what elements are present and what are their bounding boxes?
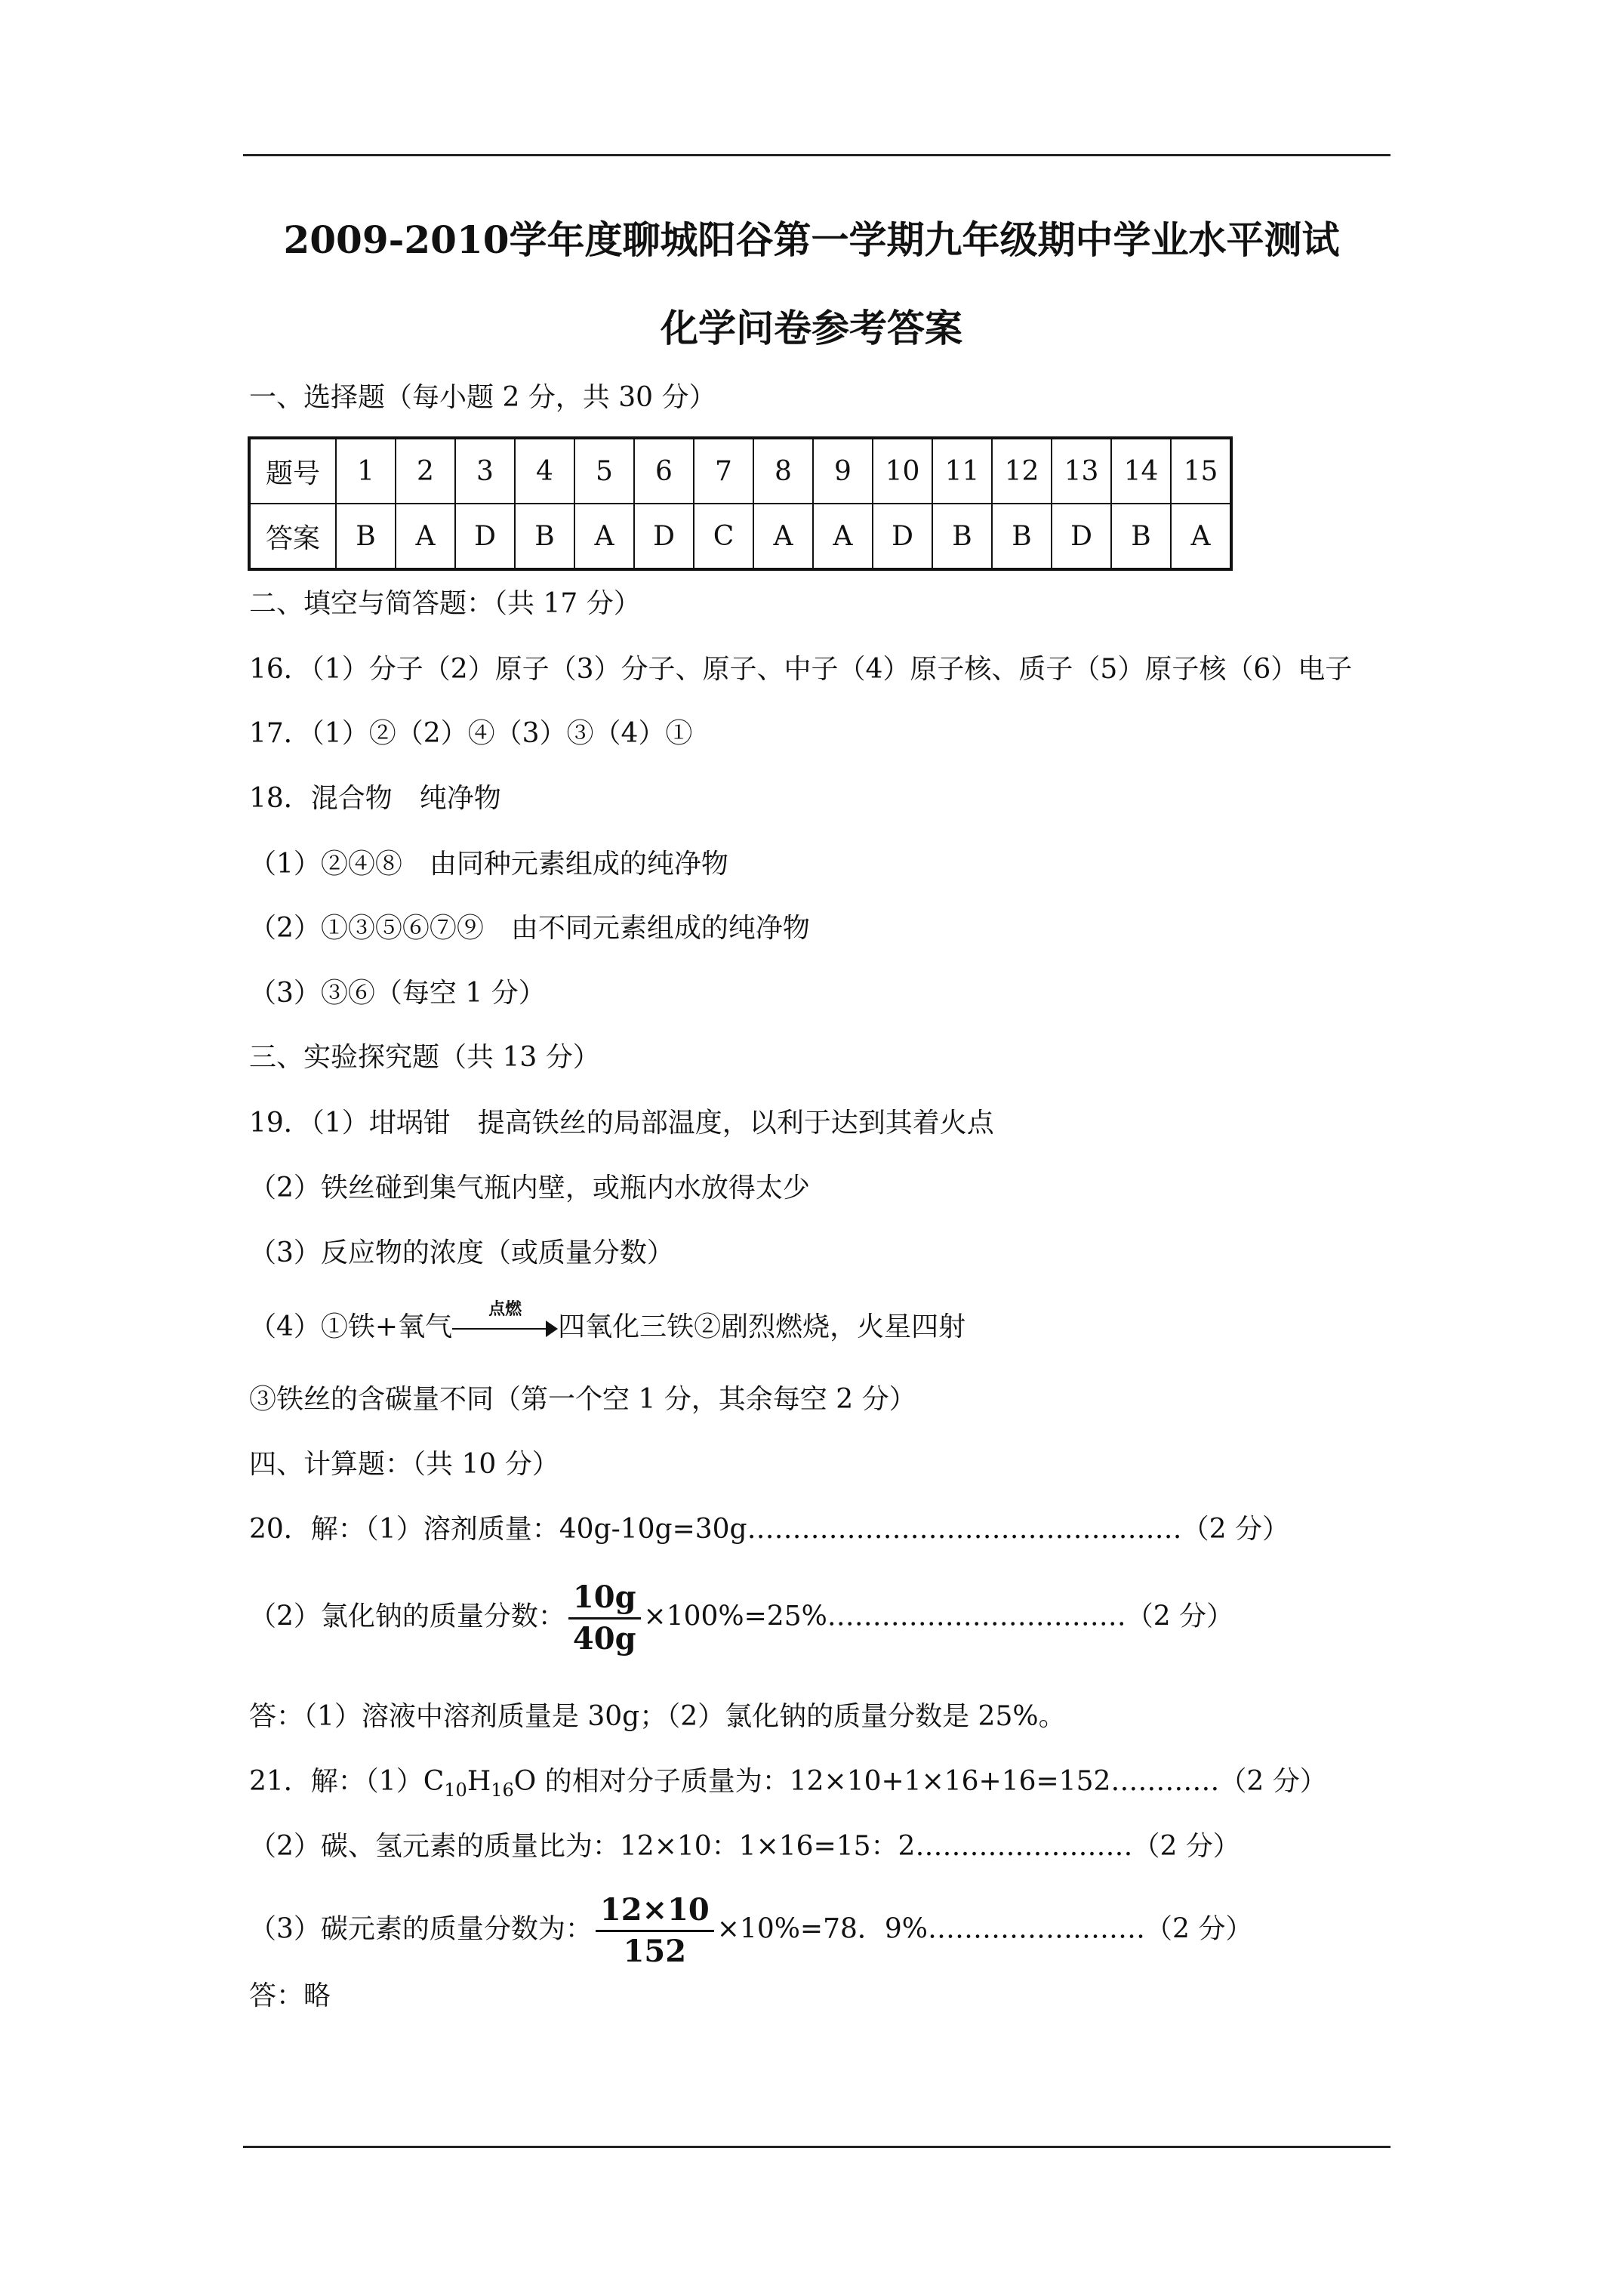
- answer-q20-1: 20．解：（1）溶剂质量：40g-10g=30g…………………………………………（2 分）: [249, 1514, 1289, 1545]
- question-number: 3: [455, 438, 515, 504]
- question-number: 11: [932, 438, 992, 504]
- question-number: 4: [515, 438, 574, 504]
- section3-heading: 三、实验探究题（共 13 分）: [249, 1042, 600, 1073]
- fraction-denominator: 40g: [572, 1621, 636, 1657]
- reaction-arrow-icon: [452, 1299, 558, 1340]
- table-row-numbers: [249, 438, 1231, 504]
- question-number: 10: [873, 438, 932, 504]
- answer-cell: A: [753, 504, 813, 569]
- answer-q19-4: [249, 1299, 966, 1345]
- answer-q18-1: （1）②④⑧ 由同种元素组成的纯净物: [249, 849, 728, 880]
- equation-products: 四氧化三铁②剧烈燃烧，火星四射: [558, 1311, 966, 1342]
- answer-q21-conclusion: 答：略: [249, 1980, 331, 2011]
- row-label-number: 题号: [249, 438, 336, 504]
- answer-cell: A: [574, 504, 634, 569]
- answer-cell: B: [932, 504, 992, 569]
- q21-1-label: 21．解：（1）C: [249, 1766, 445, 1797]
- question-number: 13: [1052, 438, 1111, 504]
- fraction-numerator: 10g: [568, 1578, 641, 1620]
- answer-table: [248, 436, 1233, 571]
- table-row-answers: [249, 504, 1231, 569]
- answer-cell: A: [813, 504, 873, 569]
- q21-3-result: ×10%=78．9%……………………（2 分）: [716, 1913, 1253, 1945]
- answer-cell: A: [396, 504, 455, 569]
- question-number: 12: [992, 438, 1052, 504]
- section1-heading: 一、选择题（每小题 2 分，共 30 分）: [249, 382, 716, 413]
- answer-cell: B: [992, 504, 1052, 569]
- answer-q18: 18．混合物 纯净物: [249, 783, 501, 814]
- answer-q18-2: （2）①③⑤⑥⑦⑨ 由不同元素组成的纯净物: [249, 913, 810, 944]
- answer-cell: C: [694, 504, 753, 569]
- answer-q21-2: （2）碳、氢元素的质量比为：12×10：1×16=15：2……………………（2 分）: [249, 1831, 1240, 1862]
- section2-heading: 二、填空与简答题：（共 17 分）: [249, 588, 641, 619]
- question-number: 15: [1171, 438, 1231, 504]
- answer-cell: B: [336, 504, 396, 569]
- q20-2-result: ×100%=25%……………………………（2 分）: [643, 1601, 1234, 1632]
- section4-heading: 四、计算题：（共 10 分）: [249, 1449, 559, 1480]
- question-number: 2: [396, 438, 455, 504]
- question-number: 7: [694, 438, 753, 504]
- answer-cell: B: [515, 504, 574, 569]
- q21-1-result: O 的相对分子质量为：12×10+1×16+16=152…………（2 分）: [513, 1766, 1327, 1797]
- q21-3-label: （3）碳元素的质量分数为：: [249, 1913, 593, 1945]
- page-subtitle: 化学问卷参考答案: [661, 306, 962, 350]
- answer-cell: D: [1052, 504, 1111, 569]
- fraction: [596, 1891, 714, 1971]
- answer-q16: 16．（1）分子（2）原子（3）分子、原子、中子（4）原子核、质子（5）原子核（6）电子: [249, 654, 1353, 685]
- answer-q19-1: 19．（1）坩埚钳 提高铁丝的局部温度，以利于达到其着火点: [249, 1108, 994, 1139]
- element-symbol: H: [467, 1766, 491, 1797]
- page-title: 2009-2010学年度聊城阳谷第一学期九年级期中学业水平测试: [283, 217, 1340, 262]
- answer-q19-5: ③铁丝的含碳量不同（第一个空 1 分，其余每空 2 分）: [249, 1384, 916, 1415]
- answer-q19-2: （2）铁丝碰到集气瓶内壁，或瓶内水放得太少: [249, 1173, 810, 1203]
- answer-q21-1: [249, 1764, 1327, 1808]
- answer-q17: 17．（1）②（2）④（3）③（4）①: [249, 718, 693, 749]
- subscript: 16: [491, 1780, 514, 1801]
- answer-q20-conclusion: 答：（1）溶液中溶剂质量是 30g；（2）氯化钠的质量分数是 25%。: [249, 1701, 1066, 1732]
- question-number: 5: [574, 438, 634, 504]
- fraction: [568, 1578, 641, 1659]
- answer-q21-3: [249, 1891, 1252, 1971]
- answer-q18-3: （3）③⑥（每空 1 分）: [249, 978, 546, 1009]
- answer-cell: D: [873, 504, 932, 569]
- answer-cell: B: [1111, 504, 1171, 569]
- question-number: 8: [753, 438, 813, 504]
- equation-reactants: （4）①铁+氧气: [249, 1311, 453, 1342]
- q20-2-label: （2）氯化钠的质量分数：: [249, 1601, 565, 1632]
- question-number: 14: [1111, 438, 1171, 504]
- fraction-numerator: 12×10: [596, 1891, 714, 1932]
- top-rule: [243, 154, 1390, 156]
- question-number: 6: [634, 438, 694, 504]
- fraction-denominator: 152: [623, 1934, 687, 1969]
- answer-q20-2: [249, 1578, 1233, 1659]
- bottom-rule: [243, 2146, 1390, 2148]
- answer-cell: D: [634, 504, 694, 569]
- subscript: 10: [444, 1780, 467, 1801]
- question-number: 1: [336, 438, 396, 504]
- question-number: 9: [813, 438, 873, 504]
- answer-cell: D: [455, 504, 515, 569]
- reaction-condition: 点燃: [488, 1299, 522, 1319]
- answer-q19-3: （3）反应物的浓度（或质量分数）: [249, 1237, 674, 1268]
- row-label-answer: 答案: [249, 504, 336, 569]
- answer-cell: A: [1171, 504, 1231, 569]
